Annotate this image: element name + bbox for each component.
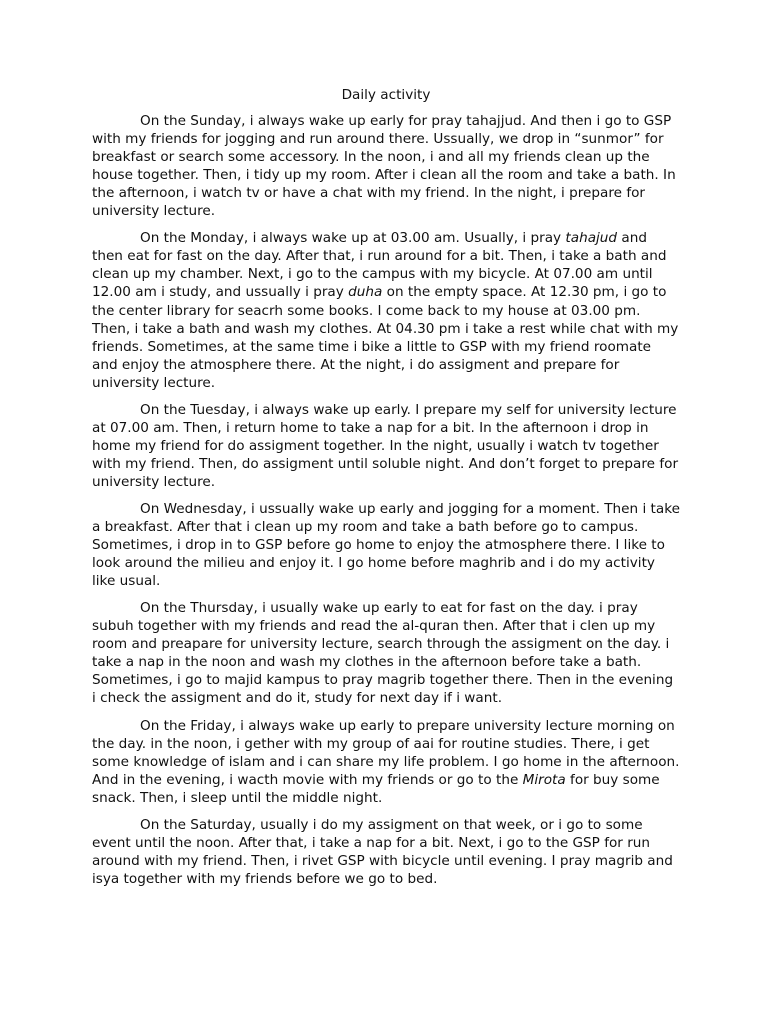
text-segment: and then eat for fast on the day. After that, i run around for a bit. Then, i take a bath and clean up my chamber. Next, i go to the campus with my bicycle. At 07.00 am until 12.00 am i study, and ussually i pray xyxy=(92,230,667,301)
text-segment: On the Saturday, usually i do my assigment on that week, or i go to some event until the noon. After that, i take a nap for a bit. Next, i go to the GSP for run around with my friend. Then, i rivet GSP with bicycle until evening. I pray magrib and isya together with my friends before we go to bed. xyxy=(92,816,673,887)
text-segment: On Wednesday, i ussually wake up early and jogging for a moment. Then i take a breakfast. After that i clean up my room and take a bath before go to campus. Sometimes, i drop in to GSP before go home to enjoy the atmosphere there. I like to look around the milieu and enjoy it. I go home before maghrib and i do my activity like usual. xyxy=(92,500,680,590)
document-body xyxy=(92,112,680,888)
text-segment: On the Friday, i always wake up early to prepare university lecture morning on the day. in the noon, i gether with my group of aai for routine studies. There, i get some knowledge of islam and i can share my life problem. I go home in the afternoon. And in the evening, i wacth movie with my friends or go to the xyxy=(92,717,680,788)
body-paragraph xyxy=(92,401,680,491)
document-page xyxy=(92,86,680,897)
italic-text-segment: Mirota xyxy=(522,771,566,788)
text-segment: on the empty space. At 12.30 pm, i go to the center library for seacrh some books. I come back to my house at 03.00 pm. Then, i take a bath and wash my clothes. At 04.30 pm i take a rest while chat with my friends. Sometimes, at the same time i bike a little to GSP with my friend roomate and enjoy the atmosphere there. At the night, i do assigment and prepare for university lecture. xyxy=(92,284,679,391)
document-title: Daily activity xyxy=(341,87,431,103)
body-paragraph xyxy=(92,112,680,220)
text-segment: for buy some snack. Then, i sleep until the middle night. xyxy=(92,771,660,806)
text-segment: On the Sunday, i always wake up early for pray tahajjud. And then i go to GSP with my friends for jogging and run around there. Ussually, we drop in “sunmor” for breakfast or search some accessory. In the noon, i and all my friends clean up the house together. Then, i tidy up my room. After i clean all the room and take a bath. In the afternoon, i watch tv or have a chat with my friend. In the night, i prepare for university lecture. xyxy=(92,113,676,220)
italic-text-segment: tahajud xyxy=(565,230,618,247)
body-paragraph xyxy=(92,717,680,807)
body-paragraph xyxy=(92,500,680,590)
body-paragraph xyxy=(92,816,680,888)
text-segment: On the Thursday, i usually wake up early to eat for fast on the day. i pray subuh together with my friends and read the al-quran then. After that i clen up my room and preapare for university lecture, search through the assigment on the day. i take a nap in the noon and wash my clothes in the afternoon before take a bath. Sometimes, i go to majid kampus to pray magrib together there. Then in the evening i check the assigment and do it, study for next day if i want. xyxy=(92,600,674,707)
text-segment: On the Monday, i always wake up at 03.00 am. Usually, i pray xyxy=(140,230,566,247)
body-paragraph xyxy=(92,229,680,391)
italic-text-segment: duha xyxy=(348,284,383,301)
text-segment: On the Tuesday, i always wake up early. I prepare my self for university lecture at 07.00 am. Then, i return home to take a nap for a bit. In the afternoon i drop in home my friend for do assigment together. In the night, usually i watch tv together with my friend. Then, do assigment until soluble night. And don’t forget to prepare for university lecture. xyxy=(92,401,679,490)
body-paragraph xyxy=(92,599,680,707)
